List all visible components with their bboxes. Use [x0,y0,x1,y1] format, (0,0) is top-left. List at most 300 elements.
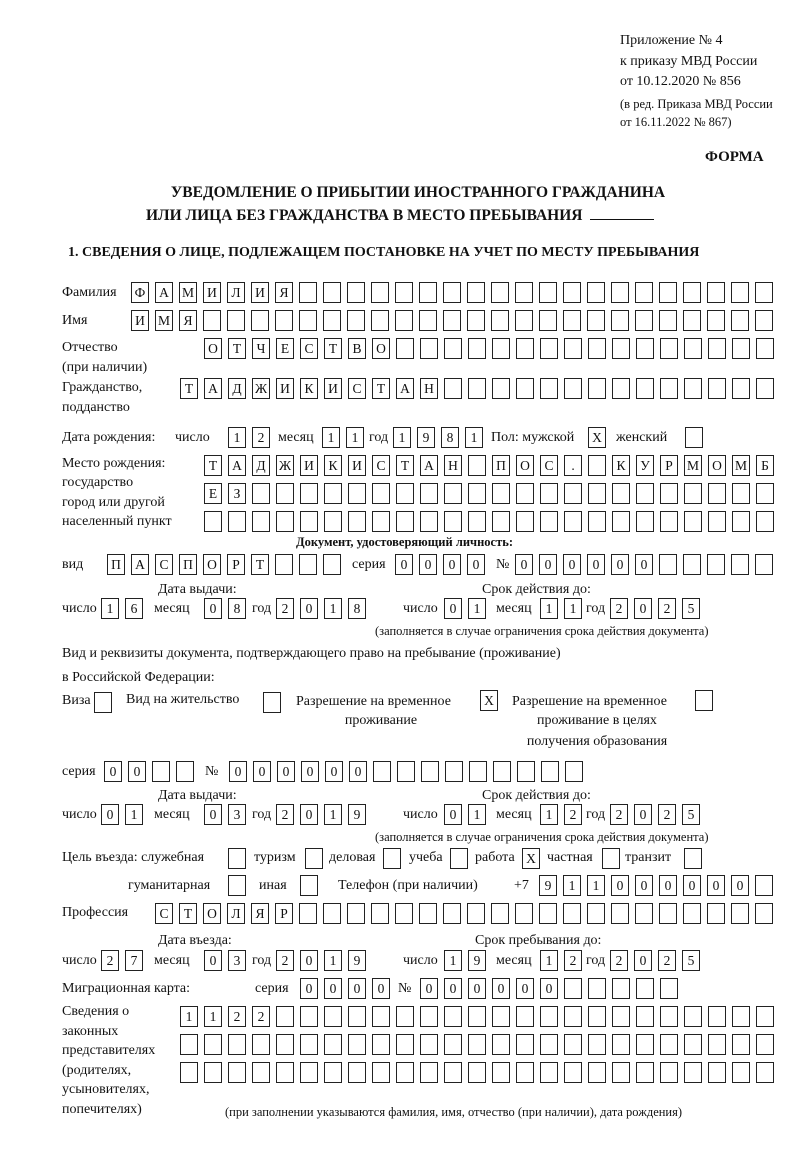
char-box[interactable]: 0 [587,554,605,575]
checkbox-cell[interactable] [94,692,112,713]
char-box[interactable]: 0 [634,598,652,619]
char-box[interactable] [396,1034,414,1055]
char-box[interactable]: 0 [563,554,581,575]
char-box[interactable] [324,511,342,532]
char-box[interactable] [564,978,582,999]
char-box[interactable] [419,282,437,303]
char-box[interactable]: Н [444,455,462,476]
char-box[interactable] [421,761,439,782]
char-box[interactable]: О [203,903,221,924]
char-box[interactable] [469,761,487,782]
char-box[interactable] [684,1034,702,1055]
char-box[interactable] [660,1006,678,1027]
char-box[interactable]: К [300,378,318,399]
char-box[interactable] [492,483,510,504]
char-box[interactable]: 2 [658,804,676,825]
char-box[interactable] [348,1062,366,1083]
char-box[interactable]: 0 [277,761,295,782]
char-box[interactable]: 1 [465,427,483,448]
char-box[interactable] [564,1006,582,1027]
char-box[interactable] [564,483,582,504]
char-box[interactable]: С [372,455,390,476]
char-box[interactable]: Ч [252,338,270,359]
char-box[interactable]: 1 [587,875,605,896]
char-box[interactable] [468,1062,486,1083]
char-box[interactable] [372,1006,390,1027]
char-box[interactable]: 0 [419,554,437,575]
char-box[interactable]: 0 [468,978,486,999]
res-valid-month[interactable] [540,804,588,826]
char-box[interactable] [659,554,677,575]
purpose-tourism-checkbox[interactable] [305,848,329,870]
char-box[interactable] [324,1034,342,1055]
char-box[interactable]: М [732,455,750,476]
char-box[interactable] [324,1062,342,1083]
char-box[interactable]: С [348,378,366,399]
representatives-line-3[interactable] [180,1062,780,1084]
char-box[interactable] [492,1062,510,1083]
char-box[interactable] [588,455,606,476]
char-box[interactable]: Р [275,903,293,924]
char-box[interactable] [420,338,438,359]
char-box[interactable] [444,1062,462,1083]
char-box[interactable] [612,1034,630,1055]
birth-place-line-3[interactable] [204,511,780,533]
char-box[interactable] [372,1062,390,1083]
char-box[interactable]: 9 [468,950,486,971]
char-box[interactable]: О [372,338,390,359]
char-box[interactable] [323,903,341,924]
char-box[interactable] [372,1034,390,1055]
char-box[interactable] [756,483,774,504]
char-box[interactable] [611,282,629,303]
surname-field[interactable] [131,282,779,304]
char-box[interactable] [612,1006,630,1027]
char-box[interactable] [468,511,486,532]
res-number-field[interactable] [229,761,589,783]
char-box[interactable] [707,282,725,303]
char-box[interactable]: К [324,455,342,476]
char-box[interactable] [635,903,653,924]
char-box[interactable] [539,310,557,331]
char-box[interactable]: 0 [253,761,271,782]
char-box[interactable]: 1 [125,804,143,825]
res-issue-month[interactable] [204,804,252,826]
char-box[interactable] [683,282,701,303]
char-box[interactable] [516,1006,534,1027]
char-box[interactable]: 1 [564,598,582,619]
char-box[interactable] [732,1006,750,1027]
char-box[interactable] [756,511,774,532]
char-box[interactable]: 0 [444,978,462,999]
char-box[interactable]: Я [251,903,269,924]
doc-series-field[interactable] [395,554,491,576]
char-box[interactable]: Т [179,903,197,924]
char-box[interactable] [707,554,725,575]
char-box[interactable]: 1 [180,1006,198,1027]
place-blank[interactable] [590,205,654,220]
char-box[interactable] [636,511,654,532]
char-box[interactable]: И [300,455,318,476]
char-box[interactable]: 1 [324,598,342,619]
char-box[interactable]: О [516,455,534,476]
char-box[interactable]: М [155,310,173,331]
purpose-private-checkbox[interactable] [602,848,626,870]
char-box[interactable]: Т [180,378,198,399]
res-valid-day[interactable] [444,804,492,826]
char-box[interactable]: 1 [324,950,342,971]
char-box[interactable] [732,1062,750,1083]
char-box[interactable]: 9 [348,804,366,825]
char-box[interactable] [228,511,246,532]
char-box[interactable] [588,1006,606,1027]
char-box[interactable] [491,282,509,303]
char-box[interactable] [540,1034,558,1055]
char-box[interactable] [180,1034,198,1055]
char-box[interactable] [755,554,773,575]
char-box[interactable]: И [348,455,366,476]
char-box[interactable] [660,978,678,999]
char-box[interactable] [683,310,701,331]
char-box[interactable] [443,903,461,924]
char-box[interactable] [588,978,606,999]
purpose-study-checkbox[interactable] [450,848,474,870]
char-box[interactable] [420,483,438,504]
res-valid-year[interactable] [610,804,706,826]
char-box[interactable] [660,338,678,359]
char-box[interactable]: А [204,378,222,399]
char-box[interactable] [708,1006,726,1027]
char-box[interactable] [732,483,750,504]
checkbox-cell[interactable] [300,875,318,896]
char-box[interactable] [347,903,365,924]
char-box[interactable]: 1 [468,598,486,619]
char-box[interactable] [684,483,702,504]
char-box[interactable] [251,310,269,331]
checkbox-cell[interactable]: X [480,690,498,711]
char-box[interactable]: 0 [300,950,318,971]
char-box[interactable] [443,310,461,331]
char-box[interactable] [396,1006,414,1027]
char-box[interactable] [324,483,342,504]
char-box[interactable] [755,310,773,331]
char-box[interactable]: 2 [101,950,119,971]
char-box[interactable] [420,1034,438,1055]
char-box[interactable]: 0 [659,875,677,896]
char-box[interactable] [756,378,774,399]
char-box[interactable] [516,1034,534,1055]
res-issue-year[interactable] [276,804,372,826]
char-box[interactable]: 1 [204,1006,222,1027]
char-box[interactable]: 0 [516,978,534,999]
purpose-transit-checkbox[interactable] [684,848,708,870]
char-box[interactable] [541,761,559,782]
char-box[interactable]: А [420,455,438,476]
char-box[interactable]: 6 [125,598,143,619]
char-box[interactable]: И [203,282,221,303]
char-box[interactable] [515,903,533,924]
char-box[interactable] [420,511,438,532]
char-box[interactable] [563,903,581,924]
char-box[interactable]: 0 [300,804,318,825]
char-box[interactable] [635,282,653,303]
char-box[interactable]: 1 [322,427,340,448]
name-field[interactable] [131,310,779,332]
birth-year-field[interactable] [393,427,489,449]
char-box[interactable]: 1 [393,427,411,448]
char-box[interactable]: М [684,455,702,476]
char-box[interactable] [660,1062,678,1083]
char-box[interactable]: 0 [443,554,461,575]
char-box[interactable] [636,378,654,399]
char-box[interactable] [180,1062,198,1083]
char-box[interactable] [707,903,725,924]
char-box[interactable]: А [396,378,414,399]
char-box[interactable]: 1 [346,427,364,448]
char-box[interactable] [755,903,773,924]
entry-month[interactable] [204,950,252,972]
char-box[interactable] [515,282,533,303]
representatives-line-2[interactable] [180,1034,780,1056]
temp-permit-checkbox[interactable] [480,690,504,712]
char-box[interactable] [300,1006,318,1027]
char-box[interactable] [395,282,413,303]
char-box[interactable] [708,378,726,399]
char-box[interactable]: Т [204,455,222,476]
char-box[interactable] [587,282,605,303]
char-box[interactable]: 1 [468,804,486,825]
char-box[interactable]: 2 [252,1006,270,1027]
char-box[interactable] [492,1006,510,1027]
char-box[interactable] [371,310,389,331]
char-box[interactable]: Д [228,378,246,399]
profession-field[interactable] [155,903,779,925]
purpose-business-checkbox[interactable] [383,848,407,870]
char-box[interactable] [516,483,534,504]
char-box[interactable] [300,511,318,532]
char-box[interactable] [491,310,509,331]
char-box[interactable] [756,1062,774,1083]
checkbox-cell[interactable] [263,692,281,713]
char-box[interactable]: 1 [540,950,558,971]
char-box[interactable] [347,310,365,331]
char-box[interactable] [252,1062,270,1083]
char-box[interactable]: 1 [324,804,342,825]
char-box[interactable]: И [276,378,294,399]
char-box[interactable] [227,310,245,331]
char-box[interactable]: 0 [635,875,653,896]
char-box[interactable] [444,1006,462,1027]
char-box[interactable]: С [540,455,558,476]
char-box[interactable] [276,1062,294,1083]
char-box[interactable] [468,1006,486,1027]
birth-place-line-2[interactable] [204,483,780,505]
char-box[interactable] [708,1062,726,1083]
char-box[interactable]: П [107,554,125,575]
char-box[interactable]: 0 [611,875,629,896]
char-box[interactable] [755,282,773,303]
checkbox-cell[interactable] [383,848,401,869]
char-box[interactable]: 2 [564,804,582,825]
char-box[interactable] [612,1062,630,1083]
char-box[interactable] [539,903,557,924]
char-box[interactable] [588,338,606,359]
char-box[interactable]: 0 [128,761,146,782]
char-box[interactable]: 2 [276,598,294,619]
char-box[interactable] [540,483,558,504]
migration-series-field[interactable] [300,978,396,1000]
char-box[interactable] [540,511,558,532]
doc-valid-month[interactable] [540,598,588,620]
char-box[interactable] [396,1062,414,1083]
char-box[interactable] [564,378,582,399]
char-box[interactable] [299,903,317,924]
char-box[interactable] [372,511,390,532]
citizenship-field[interactable] [180,378,780,400]
char-box[interactable]: Т [396,455,414,476]
checkbox-cell[interactable]: X [522,848,540,869]
char-box[interactable]: 0 [467,554,485,575]
char-box[interactable]: Ж [252,378,270,399]
stay-day[interactable] [444,950,492,972]
phone-field[interactable] [539,875,779,897]
char-box[interactable] [323,554,341,575]
purpose-humanitarian-checkbox[interactable] [228,875,252,897]
char-box[interactable] [660,483,678,504]
char-box[interactable]: Д [252,455,270,476]
char-box[interactable] [540,1062,558,1083]
char-box[interactable] [276,511,294,532]
purpose-service-checkbox[interactable] [228,848,252,870]
char-box[interactable]: 1 [540,804,558,825]
char-box[interactable]: 0 [611,554,629,575]
char-box[interactable]: М [179,282,197,303]
char-box[interactable]: И [324,378,342,399]
doc-issue-year[interactable] [276,598,372,620]
char-box[interactable] [467,310,485,331]
char-box[interactable]: 2 [276,804,294,825]
char-box[interactable] [419,903,437,924]
char-box[interactable]: 5 [682,950,700,971]
char-box[interactable]: 8 [348,598,366,619]
char-box[interactable]: 0 [515,554,533,575]
res-series-field[interactable] [104,761,200,783]
char-box[interactable]: 3 [228,950,246,971]
birth-month-field[interactable] [322,427,370,449]
char-box[interactable]: А [155,282,173,303]
checkbox-cell[interactable] [685,427,703,448]
char-box[interactable]: А [131,554,149,575]
char-box[interactable]: 0 [372,978,390,999]
char-box[interactable] [276,483,294,504]
char-box[interactable] [299,282,317,303]
char-box[interactable] [563,282,581,303]
char-box[interactable]: 2 [658,950,676,971]
char-box[interactable] [539,282,557,303]
char-box[interactable] [635,310,653,331]
char-box[interactable]: 2 [276,950,294,971]
char-box[interactable]: О [204,338,222,359]
char-box[interactable] [492,1034,510,1055]
char-box[interactable] [493,761,511,782]
char-box[interactable]: Р [660,455,678,476]
char-box[interactable] [587,903,605,924]
char-box[interactable] [396,511,414,532]
char-box[interactable] [204,511,222,532]
residence-permit-checkbox[interactable] [263,692,287,714]
char-box[interactable]: Я [275,282,293,303]
char-box[interactable]: 8 [441,427,459,448]
char-box[interactable] [708,338,726,359]
char-box[interactable] [755,875,773,896]
char-box[interactable]: Р [227,554,245,575]
char-box[interactable]: 1 [444,950,462,971]
char-box[interactable] [612,483,630,504]
char-box[interactable] [397,761,415,782]
char-box[interactable] [563,310,581,331]
char-box[interactable] [732,378,750,399]
char-box[interactable] [204,1034,222,1055]
patronymic-field[interactable] [204,338,780,360]
char-box[interactable]: 2 [252,427,270,448]
char-box[interactable] [565,761,583,782]
char-box[interactable] [636,978,654,999]
char-box[interactable] [564,1062,582,1083]
char-box[interactable] [683,903,701,924]
char-box[interactable] [467,903,485,924]
char-box[interactable]: Л [227,282,245,303]
char-box[interactable] [252,511,270,532]
char-box[interactable]: А [228,455,246,476]
char-box[interactable]: 1 [540,598,558,619]
char-box[interactable] [420,1062,438,1083]
char-box[interactable] [203,310,221,331]
entry-day[interactable] [101,950,149,972]
char-box[interactable] [347,282,365,303]
char-box[interactable]: Н [420,378,438,399]
char-box[interactable]: И [131,310,149,331]
char-box[interactable]: 1 [101,598,119,619]
char-box[interactable] [708,1034,726,1055]
char-box[interactable] [492,511,510,532]
doc-issue-day[interactable] [101,598,149,620]
char-box[interactable]: С [300,338,318,359]
char-box[interactable]: Б [756,455,774,476]
char-box[interactable] [373,761,391,782]
char-box[interactable]: 0 [395,554,413,575]
char-box[interactable] [564,511,582,532]
char-box[interactable]: 2 [610,804,628,825]
char-box[interactable] [684,1006,702,1027]
char-box[interactable] [684,511,702,532]
char-box[interactable]: 5 [682,804,700,825]
char-box[interactable] [468,1034,486,1055]
char-box[interactable]: 9 [417,427,435,448]
char-box[interactable]: У [636,455,654,476]
char-box[interactable] [371,903,389,924]
char-box[interactable]: 0 [348,978,366,999]
char-box[interactable] [275,554,293,575]
stay-month[interactable] [540,950,588,972]
char-box[interactable] [276,1006,294,1027]
char-box[interactable] [540,378,558,399]
doc-type-field[interactable] [107,554,347,576]
char-box[interactable] [395,310,413,331]
char-box[interactable]: 5 [682,598,700,619]
char-box[interactable]: 0 [301,761,319,782]
char-box[interactable] [636,1006,654,1027]
char-box[interactable]: Л [227,903,245,924]
